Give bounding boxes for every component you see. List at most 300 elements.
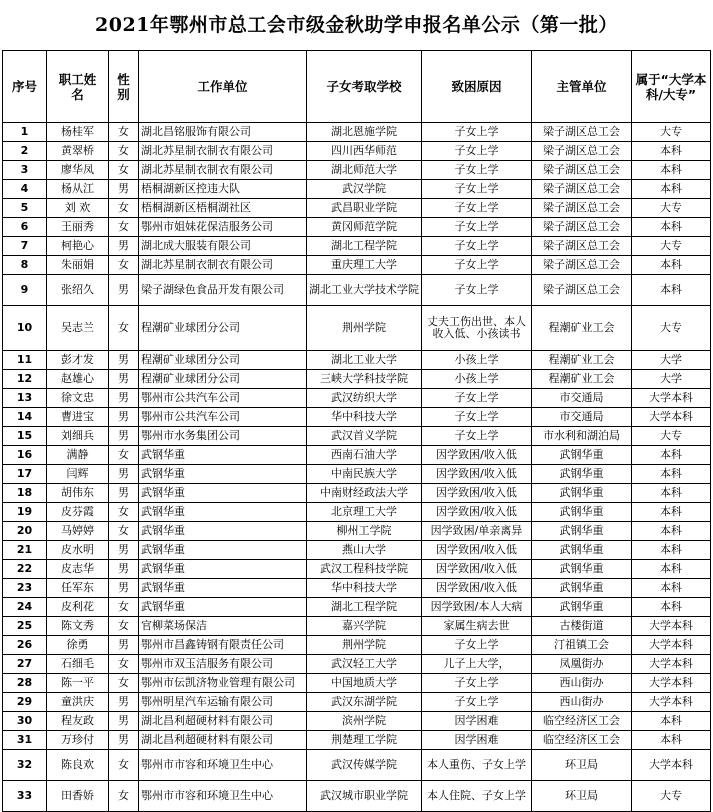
table-row [3, 503, 711, 522]
cell-gender: 女 [109, 750, 139, 781]
cell-gender: 男 [109, 579, 139, 598]
cell-dept: 古楼街道 [532, 617, 632, 636]
cell-dept: 梁子湖区总工会 [532, 161, 632, 180]
cell-gender: 男 [109, 275, 139, 306]
cell-name: 杨桂军 [47, 123, 109, 142]
table-row [3, 674, 711, 693]
cell-name: 王丽秀 [47, 218, 109, 237]
cell-unit: 程潮矿业球团分公司 [139, 351, 307, 370]
cell-reason: 子女上学 [422, 142, 532, 161]
cell-level: 本科 [632, 541, 711, 560]
page-title: 2021年鄂州市总工会市级金秋助学申报名单公示（第一批） [95, 13, 618, 36]
table-row [3, 731, 711, 750]
table-row [3, 180, 711, 199]
cell-dept: 梁子湖区总工会 [532, 218, 632, 237]
cell-gender: 男 [109, 731, 139, 750]
cell-reason: 子女上学 [422, 161, 532, 180]
table-row [3, 161, 711, 180]
header-name: 职工姓名 [47, 51, 109, 123]
cell-name: 吴志兰 [47, 306, 109, 351]
cell-gender: 女 [109, 446, 139, 465]
cell-reason: 因学致困/收入低 [422, 465, 532, 484]
cell-level: 大专 [632, 199, 711, 218]
table-row [3, 579, 711, 598]
cell-school: 中南财经政法大学 [307, 484, 422, 503]
cell-reason: 因学困难 [422, 731, 532, 750]
cell-unit: 武钢华重 [139, 541, 307, 560]
cell-name: 石细毛 [47, 655, 109, 674]
cell-school: 武汉学院 [307, 180, 422, 199]
cell-school: 武汉工程科技学院 [307, 560, 422, 579]
applicant-table [2, 50, 711, 812]
cell-gender: 男 [109, 389, 139, 408]
cell-level: 本科 [632, 560, 711, 579]
cell-no: 20 [3, 522, 47, 541]
table-row [3, 617, 711, 636]
cell-school: 华中科技大学 [307, 579, 422, 598]
cell-dept: 武钢华重 [532, 465, 632, 484]
cell-level: 本科 [632, 712, 711, 731]
cell-reason: 本人住院、子女上学 [422, 781, 532, 812]
cell-unit: 武钢华重 [139, 484, 307, 503]
cell-no: 5 [3, 199, 47, 218]
header-no: 序号 [3, 51, 47, 123]
cell-name: 田香娇 [47, 781, 109, 812]
cell-school: 北京理工大学 [307, 503, 422, 522]
cell-dept: 市交通局 [532, 389, 632, 408]
cell-no: 17 [3, 465, 47, 484]
cell-dept: 武钢华重 [532, 579, 632, 598]
cell-reason: 儿子上大学， [422, 655, 532, 674]
cell-name: 万珍付 [47, 731, 109, 750]
cell-unit: 湖北昌利超硬材料有限公司 [139, 731, 307, 750]
cell-dept: 梁子湖区总工会 [532, 180, 632, 199]
cell-school: 湖北工程学院 [307, 237, 422, 256]
cell-school: 滨州学院 [307, 712, 422, 731]
cell-school: 湖北工程学院 [307, 598, 422, 617]
cell-school: 黄冈师范学院 [307, 218, 422, 237]
cell-school: 柳州工学院 [307, 522, 422, 541]
cell-unit: 程潮矿业球团分公司 [139, 306, 307, 351]
cell-dept: 梁子湖区总工会 [532, 237, 632, 256]
cell-reason: 因学致困/收入低 [422, 503, 532, 522]
cell-no: 12 [3, 370, 47, 389]
cell-no: 22 [3, 560, 47, 579]
cell-level: 本科 [632, 161, 711, 180]
cell-school: 荆州学院 [307, 306, 422, 351]
cell-school: 三峡大学科技学院 [307, 370, 422, 389]
table-row [3, 275, 711, 306]
cell-no: 15 [3, 427, 47, 446]
cell-reason: 小孩上学 [422, 351, 532, 370]
cell-name: 皮水明 [47, 541, 109, 560]
cell-reason: 丈夫工伤出世、本人收入低、小孩读书 [422, 306, 532, 351]
cell-dept: 梁子湖区总工会 [532, 142, 632, 161]
cell-dept: 梁子湖区总工会 [532, 199, 632, 218]
cell-unit: 湖北苏星制衣制衣有限公司 [139, 256, 307, 275]
cell-dept: 市水利和湖泊局 [532, 427, 632, 446]
cell-gender: 女 [109, 674, 139, 693]
cell-reason: 子女上学 [422, 218, 532, 237]
header-dept: 主管单位 [532, 51, 632, 123]
cell-level: 大学本科 [632, 655, 711, 674]
cell-no: 14 [3, 408, 47, 427]
cell-level: 本科 [632, 731, 711, 750]
cell-gender: 女 [109, 617, 139, 636]
cell-dept: 武钢华重 [532, 484, 632, 503]
cell-dept: 程潮矿业工会 [532, 351, 632, 370]
cell-dept: 凤凰街办 [532, 655, 632, 674]
cell-gender: 男 [109, 370, 139, 389]
cell-unit: 鄂州市公共汽车公司 [139, 389, 307, 408]
cell-dept: 汀祖镇工会 [532, 636, 632, 655]
cell-reason: 子女上学 [422, 636, 532, 655]
table-row [3, 199, 711, 218]
cell-level: 本科 [632, 180, 711, 199]
cell-unit: 武钢华重 [139, 465, 307, 484]
cell-level: 本科 [632, 218, 711, 237]
cell-name: 赵雄心 [47, 370, 109, 389]
cell-gender: 男 [109, 560, 139, 579]
cell-dept: 市交通局 [532, 408, 632, 427]
cell-no: 16 [3, 446, 47, 465]
cell-no: 32 [3, 750, 47, 781]
cell-reason: 子女上学 [422, 123, 532, 142]
cell-level: 本科 [632, 256, 711, 275]
cell-no: 11 [3, 351, 47, 370]
cell-unit: 梁子湖绿色食品开发有限公司 [139, 275, 307, 306]
table-row [3, 484, 711, 503]
cell-name: 徐勇 [47, 636, 109, 655]
cell-reason: 子女上学 [422, 427, 532, 446]
header-unit: 工作单位 [139, 51, 307, 123]
cell-name: 胡伟东 [47, 484, 109, 503]
cell-unit: 鄂州市姐妹花保洁服务公司 [139, 218, 307, 237]
header-level: 属于“大学本科/大专” [632, 51, 711, 123]
cell-reason: 因学困难 [422, 712, 532, 731]
cell-school: 荆州学院 [307, 636, 422, 655]
cell-name: 满静 [47, 446, 109, 465]
cell-gender: 女 [109, 123, 139, 142]
cell-no: 19 [3, 503, 47, 522]
cell-gender: 男 [109, 693, 139, 712]
cell-unit: 鄂州市水务集团公司 [139, 427, 307, 446]
cell-unit: 鄂州明星汽车运输有限公司 [139, 693, 307, 712]
cell-no: 26 [3, 636, 47, 655]
cell-reason: 家属生病去世 [422, 617, 532, 636]
cell-name: 陈良欢 [47, 750, 109, 781]
cell-school: 中南民族大学 [307, 465, 422, 484]
cell-gender: 女 [109, 142, 139, 161]
cell-unit: 湖北苏星制衣制衣有限公司 [139, 142, 307, 161]
cell-no: 13 [3, 389, 47, 408]
cell-no: 2 [3, 142, 47, 161]
cell-no: 6 [3, 218, 47, 237]
cell-name: 杨从江 [47, 180, 109, 199]
cell-unit: 梧桐湖新区梧桐湖社区 [139, 199, 307, 218]
table-header-row [3, 51, 711, 123]
cell-dept: 武钢华重 [532, 522, 632, 541]
cell-name: 廖华凤 [47, 161, 109, 180]
cell-school: 重庆理工大学 [307, 256, 422, 275]
cell-reason: 子女上学 [422, 389, 532, 408]
cell-gender: 男 [109, 541, 139, 560]
cell-level: 本科 [632, 484, 711, 503]
cell-no: 4 [3, 180, 47, 199]
cell-level: 本科 [632, 142, 711, 161]
cell-level: 大专 [632, 123, 711, 142]
cell-no: 30 [3, 712, 47, 731]
cell-no: 25 [3, 617, 47, 636]
cell-dept: 武钢华重 [532, 598, 632, 617]
cell-unit: 武钢华重 [139, 598, 307, 617]
cell-no: 29 [3, 693, 47, 712]
cell-name: 刘细兵 [47, 427, 109, 446]
table-row [3, 522, 711, 541]
table-row [3, 218, 711, 237]
cell-name: 黄翠桥 [47, 142, 109, 161]
cell-no: 8 [3, 256, 47, 275]
cell-no: 31 [3, 731, 47, 750]
cell-level: 本科 [632, 446, 711, 465]
cell-school: 西南石油大学 [307, 446, 422, 465]
cell-name: 徐文忠 [47, 389, 109, 408]
cell-level: 本科 [632, 465, 711, 484]
table-row [3, 408, 711, 427]
cell-gender: 女 [109, 503, 139, 522]
cell-level: 大专 [632, 306, 711, 351]
table-row [3, 541, 711, 560]
cell-gender: 男 [109, 408, 139, 427]
header-gender: 性别 [109, 51, 139, 123]
cell-gender: 女 [109, 655, 139, 674]
table-row [3, 781, 711, 812]
cell-unit: 湖北昌铭服饰有限公司 [139, 123, 307, 142]
cell-school: 湖北工业大学 [307, 351, 422, 370]
cell-dept: 程潮矿业工会 [532, 370, 632, 389]
cell-reason: 小孩上学 [422, 370, 532, 389]
cell-gender: 男 [109, 465, 139, 484]
cell-unit: 武钢华重 [139, 503, 307, 522]
cell-name: 彭才发 [47, 351, 109, 370]
cell-unit: 鄂州市昌鑫铸钢有限责任公司 [139, 636, 307, 655]
cell-level: 大学 [632, 351, 711, 370]
cell-school: 湖北恩施学院 [307, 123, 422, 142]
cell-dept: 武钢华重 [532, 503, 632, 522]
cell-level: 大学 [632, 370, 711, 389]
cell-no: 23 [3, 579, 47, 598]
table-row [3, 237, 711, 256]
cell-name: 陈一平 [47, 674, 109, 693]
cell-unit: 武钢华重 [139, 579, 307, 598]
cell-reason: 因学致困/收入低 [422, 560, 532, 579]
cell-reason: 子女上学 [422, 693, 532, 712]
cell-gender: 女 [109, 306, 139, 351]
cell-dept: 程潮矿业工会 [532, 306, 632, 351]
cell-reason: 子女上学 [422, 199, 532, 218]
cell-reason: 子女上学 [422, 275, 532, 306]
cell-school: 湖北工业大学技术学院 [307, 275, 422, 306]
cell-name: 闫辉 [47, 465, 109, 484]
cell-unit: 鄂州市公共汽车公司 [139, 408, 307, 427]
cell-level: 本科 [632, 275, 711, 306]
table-row [3, 256, 711, 275]
cell-no: 24 [3, 598, 47, 617]
cell-no: 28 [3, 674, 47, 693]
cell-school: 四川西华师范 [307, 142, 422, 161]
cell-dept: 临空经济区工会 [532, 731, 632, 750]
cell-unit: 程潮矿业球团分公司 [139, 370, 307, 389]
cell-name: 程友政 [47, 712, 109, 731]
cell-reason: 子女上学 [422, 408, 532, 427]
cell-dept: 环卫局 [532, 750, 632, 781]
cell-gender: 女 [109, 781, 139, 812]
cell-name: 皮芬霞 [47, 503, 109, 522]
cell-reason: 因学致困/本人大病 [422, 598, 532, 617]
cell-reason: 本人重伤、子女上学 [422, 750, 532, 781]
cell-unit: 鄂州市市容和环境卫生中心 [139, 781, 307, 812]
cell-level: 本科 [632, 503, 711, 522]
cell-no: 21 [3, 541, 47, 560]
cell-reason: 子女上学 [422, 180, 532, 199]
cell-dept: 梁子湖区总工会 [532, 123, 632, 142]
cell-level: 本科 [632, 598, 711, 617]
cell-unit: 鄂州市伝凯济物业管理有限公司 [139, 674, 307, 693]
cell-dept: 武钢华重 [532, 446, 632, 465]
cell-gender: 女 [109, 161, 139, 180]
cell-level: 本科 [632, 579, 711, 598]
cell-unit: 鄂州市市容和环境卫生中心 [139, 750, 307, 781]
table-row [3, 446, 711, 465]
table-row [3, 142, 711, 161]
cell-name: 皮志华 [47, 560, 109, 579]
cell-gender: 男 [109, 427, 139, 446]
cell-reason: 因学致困/收入低 [422, 446, 532, 465]
table-row [3, 351, 711, 370]
cell-school: 华中科技大学 [307, 408, 422, 427]
cell-unit: 武钢华重 [139, 446, 307, 465]
cell-reason: 子女上学 [422, 256, 532, 275]
cell-level: 大专 [632, 781, 711, 812]
cell-level: 大学本科 [632, 389, 711, 408]
cell-gender: 女 [109, 218, 139, 237]
cell-reason: 因学致困/单亲离异 [422, 522, 532, 541]
cell-reason: 因学致困/收入低 [422, 484, 532, 503]
cell-dept: 武钢华重 [532, 560, 632, 579]
cell-level: 大学本科 [632, 636, 711, 655]
table-row [3, 370, 711, 389]
table-row [3, 306, 711, 351]
cell-name: 朱丽娟 [47, 256, 109, 275]
cell-gender: 女 [109, 256, 139, 275]
cell-no: 33 [3, 781, 47, 812]
header-reason: 致困原因 [422, 51, 532, 123]
cell-unit: 梧桐湖新区控违大队 [139, 180, 307, 199]
cell-unit: 湖北成大服装有限公司 [139, 237, 307, 256]
cell-no: 1 [3, 123, 47, 142]
cell-dept: 梁子湖区总工会 [532, 275, 632, 306]
cell-level: 大学本科 [632, 674, 711, 693]
cell-unit: 武钢华重 [139, 560, 307, 579]
cell-dept: 西山街办 [532, 674, 632, 693]
cell-school: 荆楚理工学院 [307, 731, 422, 750]
cell-school: 武汉城市职业学院 [307, 781, 422, 812]
cell-name: 张绍久 [47, 275, 109, 306]
cell-no: 7 [3, 237, 47, 256]
cell-name: 马婷婷 [47, 522, 109, 541]
table-row [3, 427, 711, 446]
cell-school: 武汉纺织大学 [307, 389, 422, 408]
table-row [3, 712, 711, 731]
cell-name: 柯艳心 [47, 237, 109, 256]
cell-dept: 临空经济区工会 [532, 712, 632, 731]
cell-name: 皮利花 [47, 598, 109, 617]
cell-gender: 男 [109, 180, 139, 199]
cell-gender: 女 [109, 522, 139, 541]
cell-school: 嘉兴学院 [307, 617, 422, 636]
cell-gender: 女 [109, 598, 139, 617]
cell-gender: 男 [109, 237, 139, 256]
cell-school: 武汉东湖学院 [307, 693, 422, 712]
cell-no: 3 [3, 161, 47, 180]
cell-reason: 因学致困/收入低 [422, 541, 532, 560]
cell-level: 大学本科 [632, 750, 711, 781]
cell-name: 任军东 [47, 579, 109, 598]
cell-dept: 梁子湖区总工会 [532, 256, 632, 275]
cell-no: 27 [3, 655, 47, 674]
cell-gender: 男 [109, 484, 139, 503]
table-row [3, 389, 711, 408]
cell-no: 9 [3, 275, 47, 306]
cell-gender: 男 [109, 712, 139, 731]
table-row [3, 693, 711, 712]
cell-unit: 鄂州市双玉洁服务有限公司 [139, 655, 307, 674]
cell-school: 武汉轻工大学 [307, 655, 422, 674]
cell-no: 10 [3, 306, 47, 351]
cell-level: 大学本科 [632, 617, 711, 636]
table-body [3, 123, 711, 812]
table-row [3, 465, 711, 484]
cell-school: 中国地质大学 [307, 674, 422, 693]
cell-unit: 湖北苏星制衣制衣有限公司 [139, 161, 307, 180]
cell-school: 湖北师范大学 [307, 161, 422, 180]
cell-reason: 因学致困/收入低 [422, 579, 532, 598]
table-row [3, 655, 711, 674]
cell-no: 18 [3, 484, 47, 503]
cell-level: 大专 [632, 237, 711, 256]
cell-school: 武汉首义学院 [307, 427, 422, 446]
table-row [3, 636, 711, 655]
header-school: 子女考取学校 [307, 51, 422, 123]
cell-level: 大学本科 [632, 693, 711, 712]
cell-dept: 环卫局 [532, 781, 632, 812]
cell-level: 大学本科 [632, 408, 711, 427]
cell-unit: 湖北昌利超硬材料有限公司 [139, 712, 307, 731]
cell-dept: 西山街办 [532, 693, 632, 712]
cell-name: 陈文秀 [47, 617, 109, 636]
cell-reason: 子女上学 [422, 674, 532, 693]
cell-name: 刘 欢 [47, 199, 109, 218]
cell-school: 燕山大学 [307, 541, 422, 560]
cell-unit: 官柳菜场保洁 [139, 617, 307, 636]
cell-dept: 武钢华重 [532, 541, 632, 560]
cell-gender: 男 [109, 636, 139, 655]
table-row [3, 123, 711, 142]
cell-school: 武汉传媒学院 [307, 750, 422, 781]
cell-gender: 女 [109, 199, 139, 218]
table-row [3, 598, 711, 617]
cell-name: 曹进宝 [47, 408, 109, 427]
